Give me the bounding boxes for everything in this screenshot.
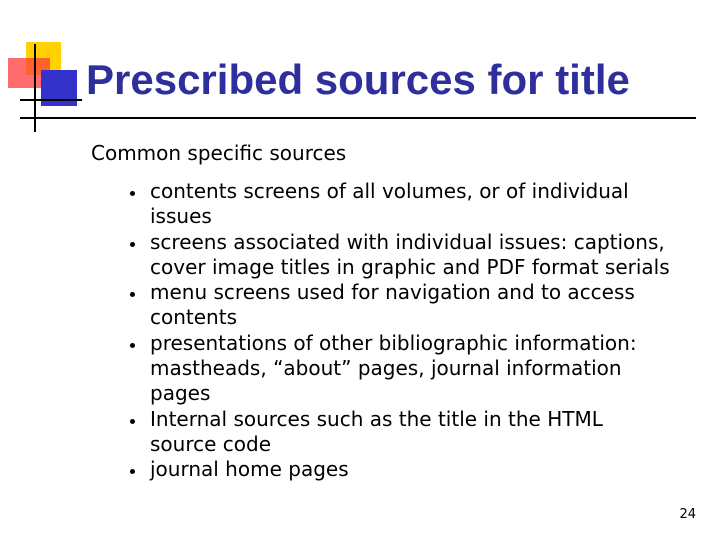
bullet-icon: [130, 191, 135, 196]
page-number: 24: [679, 507, 696, 522]
list-item-text: Internal sources such as the title in the HTML source code: [150, 406, 603, 456]
list-item-text: contents screens of all volumes, or of individual issues: [150, 179, 629, 229]
list-item-text: menu screens used for navigation and to access contents: [150, 280, 635, 330]
slide-subheading: Common specific sources: [91, 141, 347, 165]
bullet-icon: [130, 419, 135, 424]
list-item-text: screens associated with individual issues: captions, cover image titles in graphic and PDF format serials: [150, 229, 670, 279]
bullet-icon: [130, 469, 135, 474]
bullet-icon: [130, 343, 135, 348]
list-item-text: presentations of other bibliographic information: mastheads, “about” pages, journal information pages: [150, 330, 637, 406]
bullet-list: [130, 179, 670, 483]
bullet-icon: [130, 242, 135, 247]
list-item: [130, 230, 670, 281]
list-item: [130, 407, 670, 458]
list-item: [130, 280, 670, 331]
slide-title: Prescribed sources for title: [86, 56, 630, 103]
list-item: [130, 457, 670, 482]
list-item-text: journal home pages: [150, 457, 349, 482]
list-item: [130, 179, 670, 230]
list-item: [130, 331, 670, 407]
bullet-icon: [130, 292, 135, 297]
title-divider: [20, 117, 696, 119]
slide-logo-icon: [0, 0, 90, 140]
